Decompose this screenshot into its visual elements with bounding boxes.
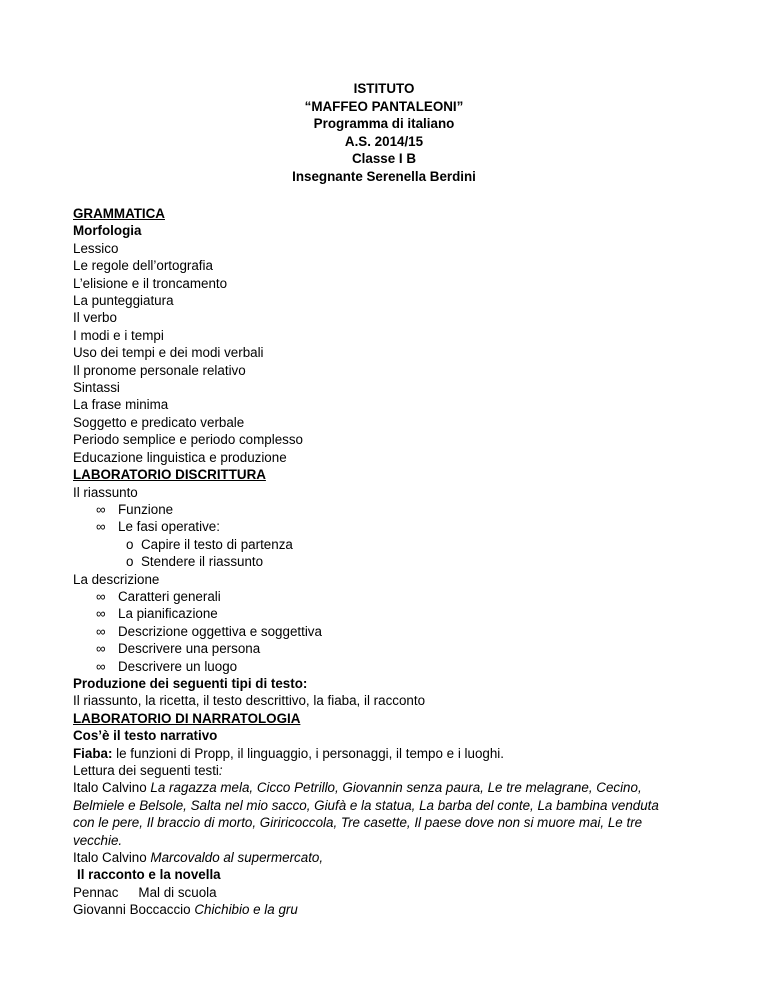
list-item: La punteggiatura <box>73 293 174 309</box>
bullet-text: La pianificazione <box>118 606 218 622</box>
list-item: Il pronome personale relativo <box>73 362 246 378</box>
infinity-bullet-icon: ∞ <box>96 501 106 517</box>
bullet-text: Le fasi operative: <box>118 519 220 535</box>
list-item: Sintassi <box>73 380 120 396</box>
list-item: Il verbo <box>73 310 117 326</box>
works-line <box>73 779 713 796</box>
bullet-item <box>73 623 713 640</box>
lettura-colon: : <box>218 763 223 778</box>
circle-bullet-icon: o <box>126 536 134 552</box>
infinity-bullet-icon: ∞ <box>96 623 106 639</box>
list-item: Soggetto e predicato verbale <box>73 414 245 430</box>
works-line: Belmiele e Belsole, Salta nel mio sacco, Giufà e la statua, La barba del conte, La bambina venduta <box>73 797 659 813</box>
bullet-item <box>73 605 713 622</box>
bullet-item <box>73 518 713 535</box>
works-line <box>73 884 713 901</box>
list-item: Periodo semplice e periodo complesso <box>73 432 303 448</box>
author-pennac: Pennac <box>73 884 119 900</box>
sub-bullet-item <box>73 536 713 553</box>
fiaba-line <box>73 745 713 762</box>
works-line: con le pere, Il braccio di morto, Giriricoccola, Tre casette, Il paese dove non si muore mai, Le tre <box>73 815 643 831</box>
infinity-bullet-icon: ∞ <box>96 658 106 674</box>
work-title: Mal di scuola <box>138 884 217 900</box>
document-header <box>0 80 768 185</box>
infinity-bullet-icon: ∞ <box>96 606 106 622</box>
school-year: A.S. 2014/15 <box>344 133 424 149</box>
section-heading-grammatica: GRAMMATICA <box>73 206 165 221</box>
bullet-text: Caratteri generali <box>118 588 221 604</box>
section-heading-narratologia: LABORATORIO DI NARRATOLOGIA <box>73 710 301 726</box>
infinity-bullet-icon: ∞ <box>96 588 106 604</box>
works-line: vecchie. <box>73 832 123 848</box>
program-title: Programma di italiano <box>313 116 455 131</box>
bullet-text: Funzione <box>118 501 174 517</box>
class-name: Classe I B <box>351 151 416 166</box>
fiaba-label: Fiaba: <box>73 745 113 761</box>
list-item: Educazione linguistica e produzione <box>73 449 287 465</box>
teacher-name: Insegnante Serenella Berdini <box>292 168 476 184</box>
bullet-text: Descrizione oggettiva e soggettiva <box>118 623 322 639</box>
list-item: Le regole dell’ortografia <box>73 258 213 274</box>
institute-name: “MAFFEO PANTALEONI” <box>304 98 464 114</box>
sub-bullet-item <box>73 553 713 570</box>
subheading-racconto: Il racconto e la novella <box>77 867 221 883</box>
list-item: La frase minima <box>73 397 169 413</box>
bullet-item <box>73 640 713 657</box>
works-list: La ragazza mela, Cicco Petrillo, Giovannin senza paura, Le tre melagrane, Cecino, <box>150 780 642 796</box>
bullet-item <box>73 501 713 518</box>
list-item: I modi e i tempi <box>73 327 164 343</box>
fiaba-text: le funzioni di Propp, il linguaggio, i personaggi, il tempo e i luoghi. <box>112 745 504 761</box>
bullet-text: Descrivere una persona <box>118 641 261 657</box>
bullet-text: Stendere il riassunto <box>141 554 264 570</box>
bullet-item <box>73 588 713 605</box>
bullet-item <box>73 658 713 675</box>
lettura-text: Lettura dei seguenti testi <box>73 763 219 778</box>
bullet-text: Descrivere un luogo <box>118 658 238 674</box>
produzione-text: Il riassunto, la ricetta, il testo descrittivo, la fiaba, il racconto <box>73 693 426 709</box>
author-calvino: Italo Calvino <box>73 850 151 866</box>
infinity-bullet-icon: ∞ <box>96 641 106 657</box>
subheading-morfologia: Morfologia <box>73 223 142 239</box>
list-item: Lessico <box>73 240 119 256</box>
topic-descrizione: La descrizione <box>73 571 160 587</box>
work-title: Marcovaldo al supermercato, <box>150 850 324 866</box>
work-title: Chichibio e la gru <box>194 902 298 918</box>
lettura-line <box>73 762 713 779</box>
circle-bullet-icon: o <box>126 554 134 570</box>
institute-label: ISTITUTO <box>353 81 415 96</box>
list-item: L’elisione e il troncamento <box>73 275 228 291</box>
subheading-produzione: Produzione dei seguenti tipi di testo: <box>73 675 308 691</box>
section-heading-scrittura: LABORATORIO DISCRITTURA <box>73 467 266 483</box>
topic-riassunto: Il riassunto <box>73 484 138 500</box>
list-item: Uso dei tempi e dei modi verbali <box>73 345 264 361</box>
author-calvino: Italo Calvino <box>73 780 151 796</box>
author-boccaccio: Giovanni Boccaccio <box>73 902 195 918</box>
bullet-text: Capire il testo di partenza <box>141 536 293 552</box>
subheading-testo-narrativo: Cos’è il testo narrativo <box>73 728 218 744</box>
works-line <box>73 849 713 866</box>
document-body <box>73 205 713 919</box>
infinity-bullet-icon: ∞ <box>96 519 106 535</box>
works-line <box>73 901 713 918</box>
